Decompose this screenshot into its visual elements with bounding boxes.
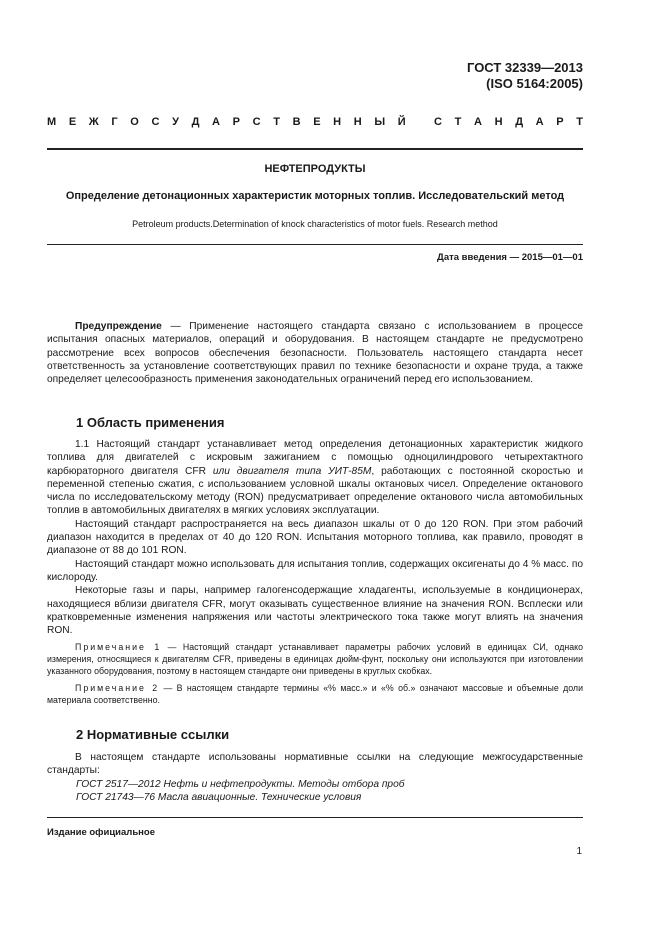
warning-text: — Применение настоящего стандарта связано с использованием в процессе испытания опасных материалов, операций и оборудования. В настоящем стандарте не предусмотрено рассмотрение всех вопросов обеспечения безопасности. Пользователь настоящего стандарта несет ответственность за установление соответствующих правил по технике безопасности и охране труда, а также определяет целесообразность применения законодательных ограничений перед его использованием. <box>47 321 583 386</box>
heading-letter: М <box>47 116 57 128</box>
heading-letter: Н <box>333 116 342 128</box>
interstate-standard-heading <box>47 116 583 128</box>
heading-letter: Р <box>232 116 240 128</box>
english-title: Petroleum products.Determination of knock characteristics of motor fuels. Research method <box>132 219 498 229</box>
normative-references-list <box>76 778 404 805</box>
interference-paragraph: Некоторые газы и пары, например галогенсодержащие хладагенты, используемые в кондиционерах, находящиеся вблизи двигателя CFR, могут оказывать существенное влияние на значения RON. Всплески или кратковременные изменения напряжения или частоты электрического тока также могут влиять на значения RON. <box>47 585 583 637</box>
page-number: 1 <box>576 846 582 857</box>
heading-letter: Е <box>313 116 321 128</box>
heading-letter: А <box>212 116 220 128</box>
section-1-heading: 1 Область применения <box>76 415 225 430</box>
section-1-body <box>47 438 583 706</box>
top-rule <box>47 148 583 150</box>
warning-paragraph <box>47 320 583 386</box>
heading-letter: Д <box>191 116 200 128</box>
note-2: Примечание 2 — В настоящем стандарте термины «% масс.» и «% об.» означают массовые и объемные доли материала соответственно. <box>47 683 583 705</box>
heading-letter: С <box>434 116 442 128</box>
heading-letter <box>418 116 421 128</box>
standard-designation <box>467 60 583 92</box>
heading-letter: Ы <box>374 116 386 128</box>
heading-letter: Й <box>397 116 406 128</box>
heading-letter: Т <box>454 116 462 128</box>
heading-letter: Н <box>494 116 503 128</box>
section-2-heading: 2 Нормативные ссылки <box>76 727 230 742</box>
heading-letter: С <box>151 116 160 128</box>
heading-letter: О <box>130 116 139 128</box>
official-edition-label: Издание официальное <box>47 827 155 838</box>
heading-letter: В <box>292 116 301 128</box>
heading-letter: Н <box>353 116 362 128</box>
warning-label: Предупреждение <box>75 321 162 332</box>
introduction-date: Дата введения — 2015—01—01 <box>437 252 583 263</box>
section-2-intro: В настоящем стандарте использованы нормативные ссылки на следующие межгосударственные стандарты: <box>47 752 583 777</box>
footer-rule <box>47 817 583 818</box>
heading-letter: Г <box>111 116 118 128</box>
heading-letter: А <box>535 116 544 128</box>
heading-letter: Т <box>273 116 280 128</box>
reference-item: ГОСТ 21743—76 Масла авиационные. Технические условия <box>76 792 362 804</box>
document-subtitle: Определение детонационных характеристик моторных топлив. Исследовательский метод <box>65 190 565 202</box>
reference-item: ГОСТ 2517—2012 Нефть и нефтепродукты. Методы отбора проб <box>76 779 405 790</box>
heading-letter: Р <box>556 116 564 128</box>
document-title: НЕФТЕПРОДУКТЫ <box>264 163 366 175</box>
heading-letter: А <box>474 116 482 128</box>
note-1: Примечание 1 — Настоящий стандарт устанавливает параметры рабочих условий в единицах СИ, однако измерения, относящиеся к двигателям CFR, приведены в единицах дюйм-фунт, поскольку они используются при изготовлении указанного оборудования, поэтому в настоящем стандарте они приведены в круглых скобках. <box>47 642 583 676</box>
heading-letter: Ж <box>88 116 99 128</box>
heading-letter: У <box>172 116 179 128</box>
scope-range-paragraph: Настоящий стандарт распространяется на весь диапазон шкалы от 0 до 120 RON. При этом рабочий диапазон находится в пределах от 40 до 120 RON. Испытания моторного топлива, как правило, проводят в диапазоне от 88 до 101 RON. <box>47 518 583 557</box>
oxygenates-paragraph: Настоящий стандарт можно использовать для испытания топлив, содержащих оксигенаты до 4 % масс. по кислороду. <box>47 558 583 583</box>
iso-number: (ISO 5164:2005) <box>486 76 583 91</box>
heading-letter: Е <box>68 116 77 128</box>
heading-letter: Т <box>576 116 583 128</box>
heading-letter: С <box>252 116 261 128</box>
clause-1-1: 1.1 Настоящий стандарт устанавливает метод определения детонационных характеристик жидкого топлива для двигателей с искровым зажиганием с помощью одноцилиндрового четырехтактного карбюраторного двигателя CFR или двигателя типа УИТ-85М, работающих с постоянной скоростью и переменной степенью сжатия, с использованием условной шкалы октановых чисел. Определение октанового числа по исследовательскому методу (RON) предусматривает определение октанового числа автомобильных топлив в автомобильных двигателях в мягких условиях эксплуатации. <box>47 439 584 517</box>
title-rule <box>47 244 583 245</box>
heading-letter: Д <box>515 116 524 128</box>
standard-number: ГОСТ 32339—2013 <box>467 60 583 75</box>
